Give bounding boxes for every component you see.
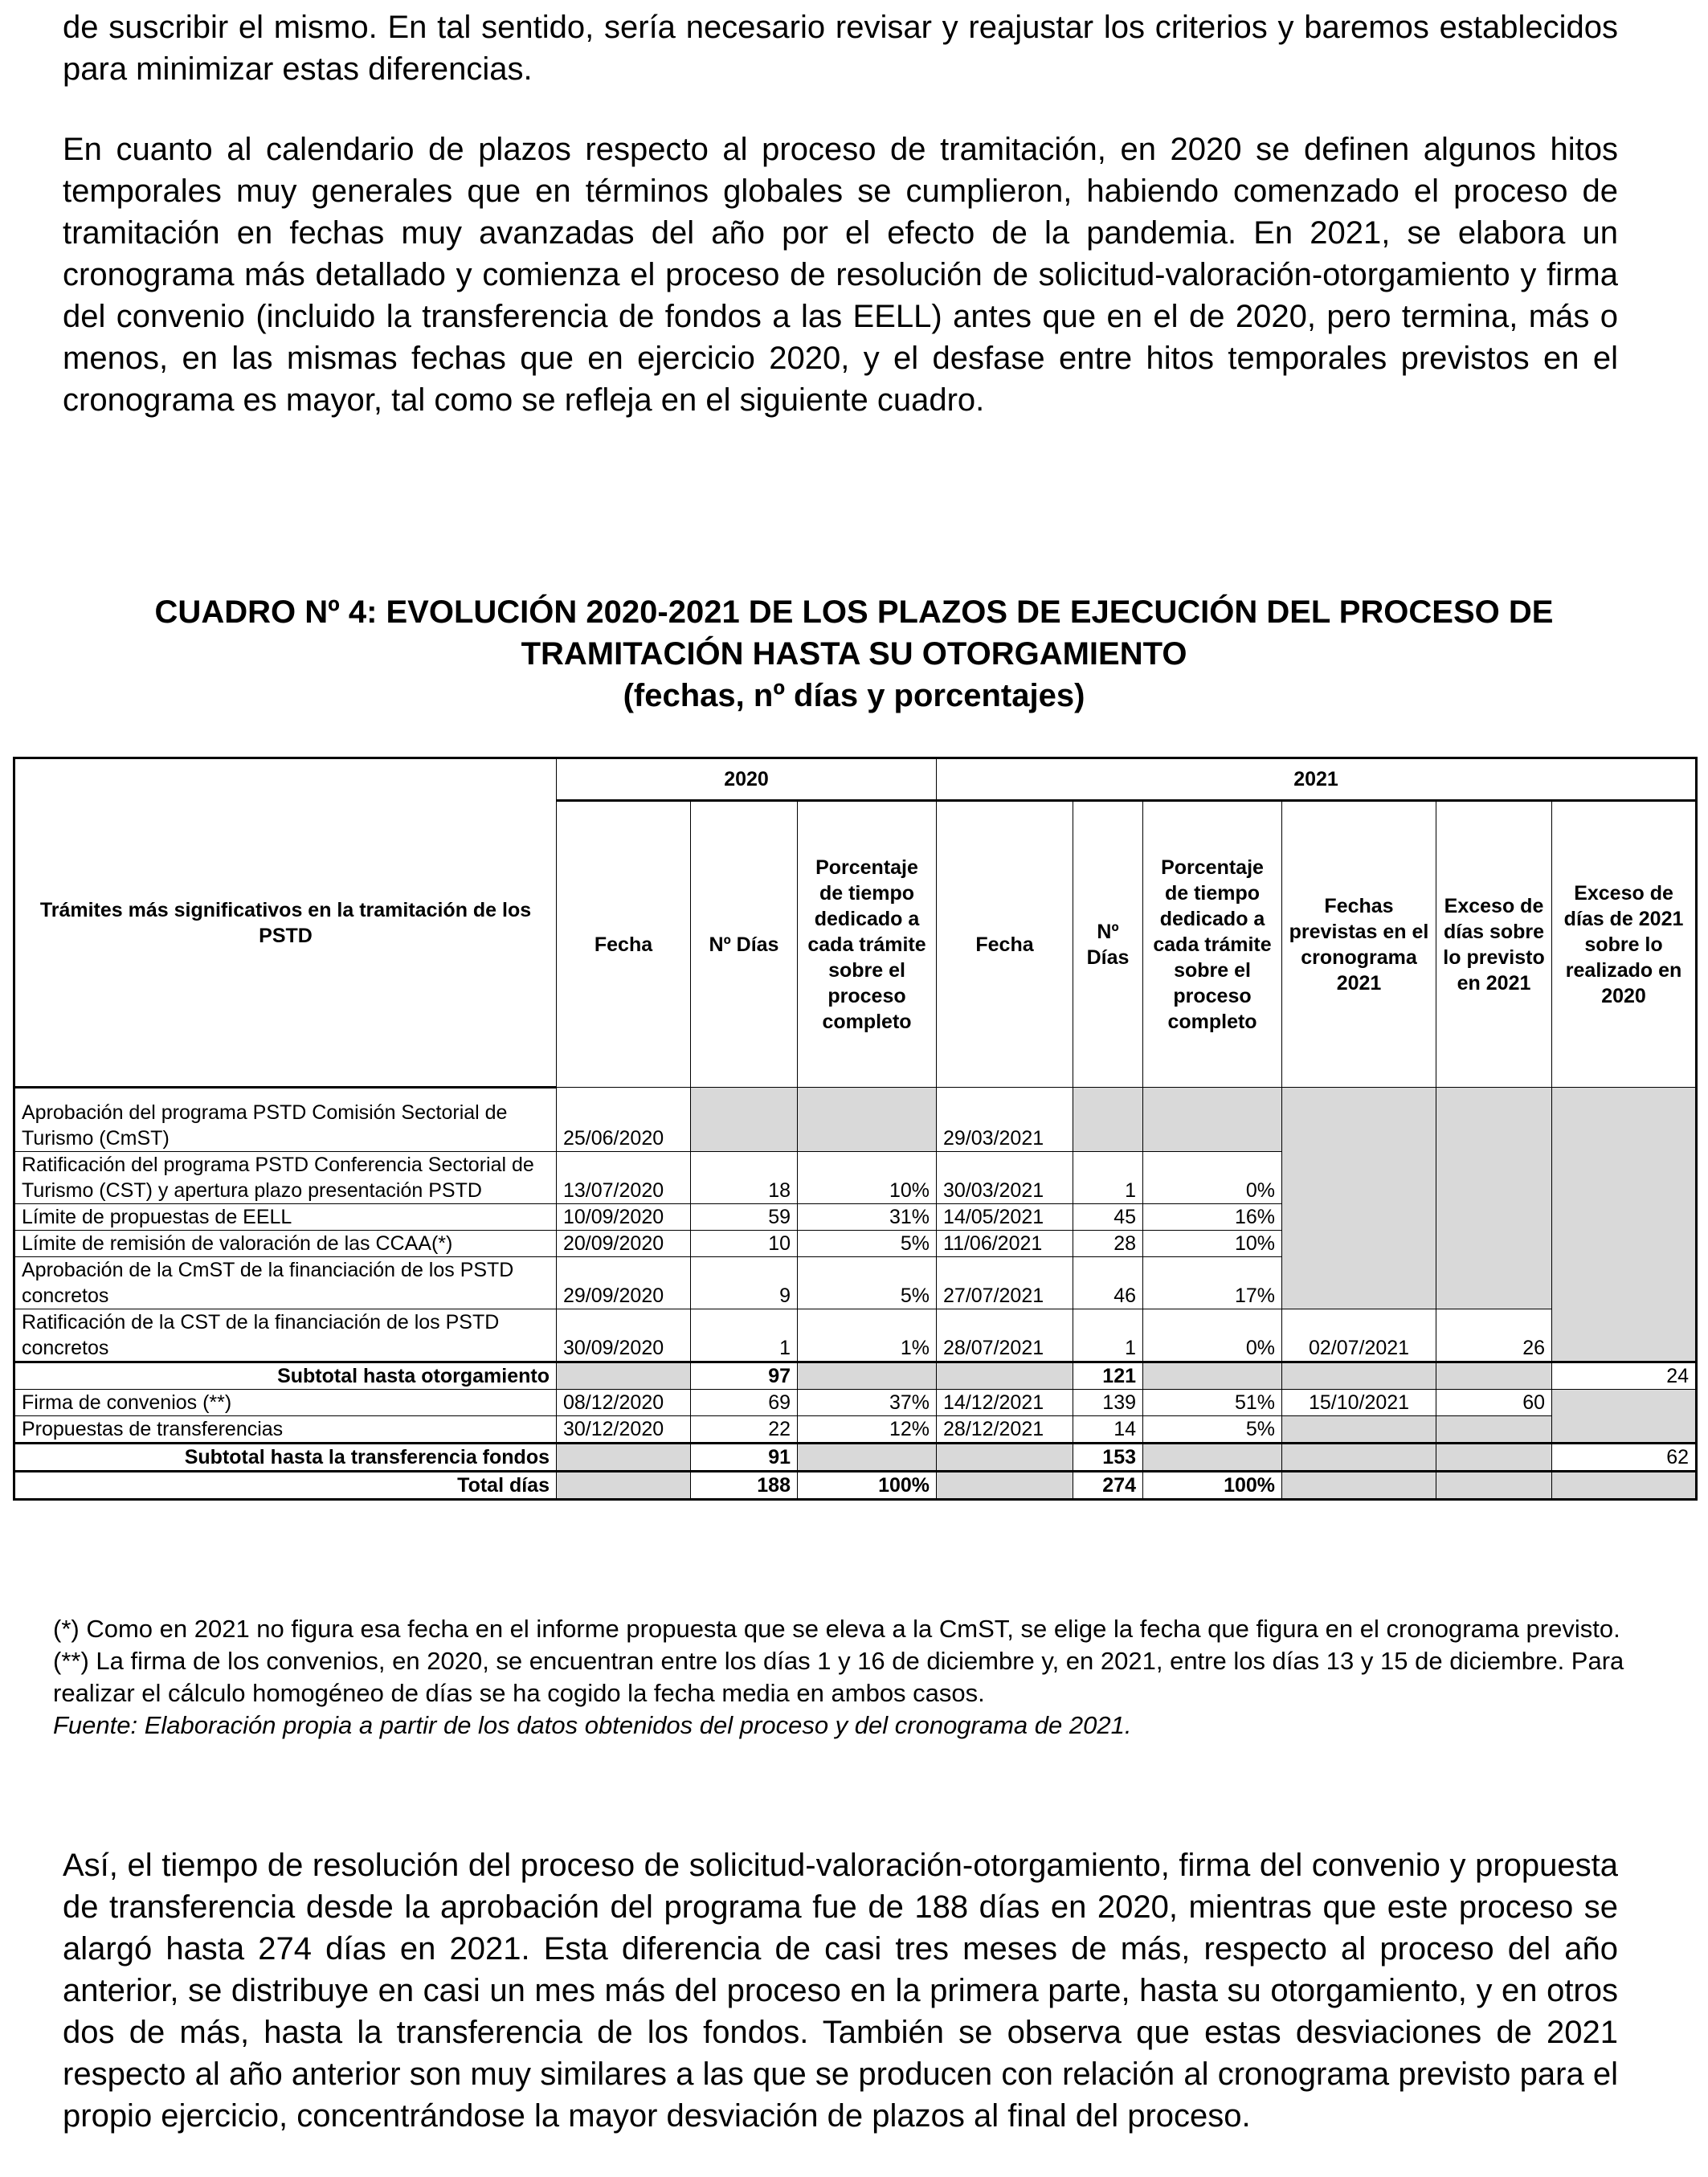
cell-fecha-2020: 08/12/2020 xyxy=(557,1390,691,1416)
row-label: Propuestas de transferencias xyxy=(14,1416,557,1444)
cell-fecha-2021: 11/06/2021 xyxy=(937,1231,1073,1257)
row-label: Límite de propuestas de EELL xyxy=(14,1204,557,1231)
cell-fecha-2021 xyxy=(937,1444,1073,1472)
cell-dias-2021: 14 xyxy=(1073,1416,1143,1444)
header-fechas-previstas: Fechas previstas en el cronograma 2021 xyxy=(1282,801,1436,1088)
cell-exceso-realizado xyxy=(1552,1472,1697,1500)
cell-exc-real-merged-2 xyxy=(1552,1390,1697,1444)
cell-dias-2020: 59 xyxy=(691,1204,798,1231)
source-note: Fuente: Elaboración propia a partir de los datos obtenidos del proceso y del cronograma de 2021. xyxy=(53,1711,1132,1739)
cell-pct-2021 xyxy=(1143,1362,1282,1390)
table-title-line1: CUADRO Nº 4: EVOLUCIÓN 2020-2021 DE LOS PLAZOS DE EJECUCIÓN DEL PROCESO DE xyxy=(154,594,1554,630)
cell-dias-2021: 1 xyxy=(1073,1309,1143,1362)
header-group-2020: 2020 xyxy=(557,758,937,801)
cell-pct-2020: 100% xyxy=(798,1472,937,1500)
cell-fecha-2021 xyxy=(937,1362,1073,1390)
subtotal-row xyxy=(14,1362,1697,1390)
cell-pct-2020 xyxy=(798,1444,937,1472)
header-fecha-2020: Fecha xyxy=(557,801,691,1088)
cell-fecha-2020 xyxy=(557,1444,691,1472)
table-title-line2: TRAMITACIÓN HASTA SU OTORGAMIENTO xyxy=(521,636,1187,672)
cell-pct-2021: 17% xyxy=(1143,1257,1282,1309)
row-label: Subtotal hasta otorgamiento xyxy=(14,1362,557,1390)
cell-fecha-prevista xyxy=(1282,1362,1436,1390)
cell-pct-2021: 51% xyxy=(1143,1390,1282,1416)
cell-exceso-previsto xyxy=(1436,1362,1552,1390)
total-row xyxy=(14,1472,1697,1500)
cell-dias-2020: 91 xyxy=(691,1444,798,1472)
header-exceso-realizado: Exceso de días de 2021 sobre lo realizado en 2020 xyxy=(1552,801,1697,1088)
cell-fecha-2020: 13/07/2020 xyxy=(557,1152,691,1204)
cell-fecha-2020: 30/12/2020 xyxy=(557,1416,691,1444)
row-label: Aprobación de la CmST de la financiación de los PSTD concretos xyxy=(14,1257,557,1309)
row-label: Subtotal hasta la transferencia fondos xyxy=(14,1444,557,1472)
cell-pct-2020: 31% xyxy=(798,1204,937,1231)
cell-fecha-2021: 14/12/2021 xyxy=(937,1390,1073,1416)
cell-dias-2021: 45 xyxy=(1073,1204,1143,1231)
header-group-2021: 2021 xyxy=(937,758,1697,801)
note-1: (*) Como en 2021 no figura esa fecha en el informe propuesta que se eleva a la CmST, se elige la fecha que figura en el cronograma previsto. xyxy=(53,1615,1620,1643)
cell-pct-2021: 10% xyxy=(1143,1231,1282,1257)
cell-exceso-previsto xyxy=(1436,1416,1552,1444)
cell-exceso-realizado: 62 xyxy=(1552,1444,1697,1472)
row-label: Total días xyxy=(14,1472,557,1500)
header-dias-2021: Nº Días xyxy=(1073,801,1143,1088)
header-porcentaje-2020: Porcentaje de tiempo dedicado a cada trámite sobre el proceso completo xyxy=(798,801,937,1088)
row-label: Ratificación de la CST de la financiación de los PSTD concretos xyxy=(14,1309,557,1362)
cell-fecha-2021: 30/03/2021 xyxy=(937,1152,1073,1204)
cell-fecha-2020 xyxy=(557,1472,691,1500)
cell-exc-prev-merged xyxy=(1436,1088,1552,1309)
header-porcentaje-2021: Porcentaje de tiempo dedicado a cada trámite sobre el proceso completo xyxy=(1143,801,1282,1088)
cell-pct-2021 xyxy=(1143,1088,1282,1152)
cell-pct-2020 xyxy=(798,1088,937,1152)
cell-dias-2020: 69 xyxy=(691,1390,798,1416)
table-row xyxy=(14,1416,1697,1444)
cell-dias-2020: 22 xyxy=(691,1416,798,1444)
cell-exceso-previsto: 60 xyxy=(1436,1390,1552,1416)
cell-dias-2021: 274 xyxy=(1073,1472,1143,1500)
cell-fecha-prevista: 02/07/2021 xyxy=(1282,1309,1436,1362)
cell-fecha-2021: 14/05/2021 xyxy=(937,1204,1073,1231)
cell-dias-2021: 46 xyxy=(1073,1257,1143,1309)
cell-pct-2021: 5% xyxy=(1143,1416,1282,1444)
cell-fecha-2021: 29/03/2021 xyxy=(937,1088,1073,1152)
cell-dias-2020: 97 xyxy=(691,1362,798,1390)
cell-pct-2021: 0% xyxy=(1143,1309,1282,1362)
cell-dias-2021: 139 xyxy=(1073,1390,1143,1416)
cell-pct-2020: 10% xyxy=(798,1152,937,1204)
cell-fecha-2020: 25/06/2020 xyxy=(557,1088,691,1152)
cell-dias-2020: 1 xyxy=(691,1309,798,1362)
cell-fecha-prevista xyxy=(1282,1416,1436,1444)
cell-fecha-2020 xyxy=(557,1362,691,1390)
row-label: Límite de remisión de valoración de las CCAA(*) xyxy=(14,1231,557,1257)
cell-fecha-2020: 10/09/2020 xyxy=(557,1204,691,1231)
cell-pct-2020: 12% xyxy=(798,1416,937,1444)
cell-fecha-2021: 27/07/2021 xyxy=(937,1257,1073,1309)
deadlines-table xyxy=(13,757,1698,1501)
cell-dias-2020: 188 xyxy=(691,1472,798,1500)
cell-dias-2020 xyxy=(691,1088,798,1152)
cell-fecha-prevista xyxy=(1282,1444,1436,1472)
cell-pct-2020: 37% xyxy=(798,1390,937,1416)
cell-pct-2021: 100% xyxy=(1143,1472,1282,1500)
cell-dias-2020: 9 xyxy=(691,1257,798,1309)
cell-fecha-2020: 30/09/2020 xyxy=(557,1309,691,1362)
cell-pct-2021: 16% xyxy=(1143,1204,1282,1231)
table-row xyxy=(14,1088,1697,1152)
cell-dias-2021: 153 xyxy=(1073,1444,1143,1472)
cell-exceso-realizado: 24 xyxy=(1552,1362,1697,1390)
table-title xyxy=(48,591,1660,717)
cell-fecha-2021: 28/07/2021 xyxy=(937,1309,1073,1362)
cell-dias-2021: 28 xyxy=(1073,1231,1143,1257)
paragraph-bottom: Así, el tiempo de resolución del proceso de solicitud-valoración-otorgamiento, firma del convenio y propuesta de transferencia desde la aprobación del programa fue de 188 días en 2020, mientras que este proceso se alargó hasta 274 días en 2021. Esta diferencia de casi tres meses de más, respecto al proceso del año anterior, se distribuye en casi un mes más del proceso en la primera parte, hasta su otorgamiento, y en otros dos de más, hasta la transferencia de los fondos. También se observa que estas desviaciones de 2021 respecto al año anterior son muy similares a las que se producen con relación al cronograma previsto para el propio ejercicio, concentrándose la mayor desviación de plazos al final del proceso. xyxy=(63,1848,1618,2134)
cell-dias-2021: 121 xyxy=(1073,1362,1143,1390)
cell-exceso-previsto: 26 xyxy=(1436,1309,1552,1362)
cell-prev-merged xyxy=(1282,1088,1436,1309)
cell-exceso-previsto xyxy=(1436,1444,1552,1472)
table-title-line3: (fechas, nº días y porcentajes) xyxy=(623,678,1085,713)
cell-fecha-2021 xyxy=(937,1472,1073,1500)
cell-dias-2020: 18 xyxy=(691,1152,798,1204)
cell-fecha-prevista xyxy=(1282,1472,1436,1500)
note-2: (**) La firma de los convenios, en 2020, se encuentran entre los días 1 y 16 de diciembre y, en 2021, entre los días 13 y 15 de diciembre. Para realizar el cálculo homogéneo de días se ha cogido la fecha media en ambos casos. xyxy=(53,1647,1624,1707)
cell-exc-real-merged xyxy=(1552,1088,1697,1362)
cell-dias-2021: 1 xyxy=(1073,1152,1143,1204)
header-dias-2020: Nº Días xyxy=(691,801,798,1088)
cell-fecha-2020: 20/09/2020 xyxy=(557,1231,691,1257)
cell-dias-2020: 10 xyxy=(691,1231,798,1257)
cell-dias-2021 xyxy=(1073,1088,1143,1152)
cell-fecha-prevista: 15/10/2021 xyxy=(1282,1390,1436,1416)
cell-pct-2021: 0% xyxy=(1143,1152,1282,1204)
table-row xyxy=(14,1390,1697,1416)
header-fecha-2021: Fecha xyxy=(937,801,1073,1088)
table-notes xyxy=(53,1613,1644,1742)
paragraph-calendar: En cuanto al calendario de plazos respecto al proceso de tramitación, en 2020 se definen algunos hitos temporales muy generales que en términos globales se cumplieron, habiendo comenzado el proceso de tramitación en fechas muy avanzadas del año por el efecto de la pandemia. En 2021, se elabora un cronograma más detallado y comienza el proceso de resolución de solicitud-valoración-otorgamiento y firma del convenio (incluido la transferencia de fondos a las EELL) antes que en el de 2020, pero termina, más o menos, en las mismas fechas que en ejercicio 2020, y el desfase entre hitos temporales previstos en el cronograma es mayor, tal como se refleja en el siguiente cuadro. xyxy=(63,132,1618,418)
table-row xyxy=(14,1309,1697,1362)
cell-pct-2020 xyxy=(798,1362,937,1390)
cell-pct-2020: 1% xyxy=(798,1309,937,1362)
cell-fecha-2020: 29/09/2020 xyxy=(557,1257,691,1309)
subtotal-row xyxy=(14,1444,1697,1472)
cell-exceso-previsto xyxy=(1436,1472,1552,1500)
cell-pct-2021 xyxy=(1143,1444,1282,1472)
row-label: Firma de convenios (**) xyxy=(14,1390,557,1416)
row-label: Aprobación del programa PSTD Comisión Sectorial de Turismo (CmST) xyxy=(14,1088,557,1152)
header-exceso-previsto: Exceso de días sobre lo previsto en 2021 xyxy=(1436,801,1552,1088)
cell-fecha-2021: 28/12/2021 xyxy=(937,1416,1073,1444)
cell-pct-2020: 5% xyxy=(798,1231,937,1257)
cell-pct-2020: 5% xyxy=(798,1257,937,1309)
header-tramites: Trámites más significativos en la tramitación de los PSTD xyxy=(14,758,557,1088)
row-label: Ratificación del programa PSTD Conferencia Sectorial de Turismo (CST) y apertura plazo presentación PSTD xyxy=(14,1152,557,1204)
paragraph-top: de suscribir el mismo. En tal sentido, sería necesario revisar y reajustar los criterios y baremos establecidos para minimizar estas diferencias. xyxy=(63,10,1618,87)
